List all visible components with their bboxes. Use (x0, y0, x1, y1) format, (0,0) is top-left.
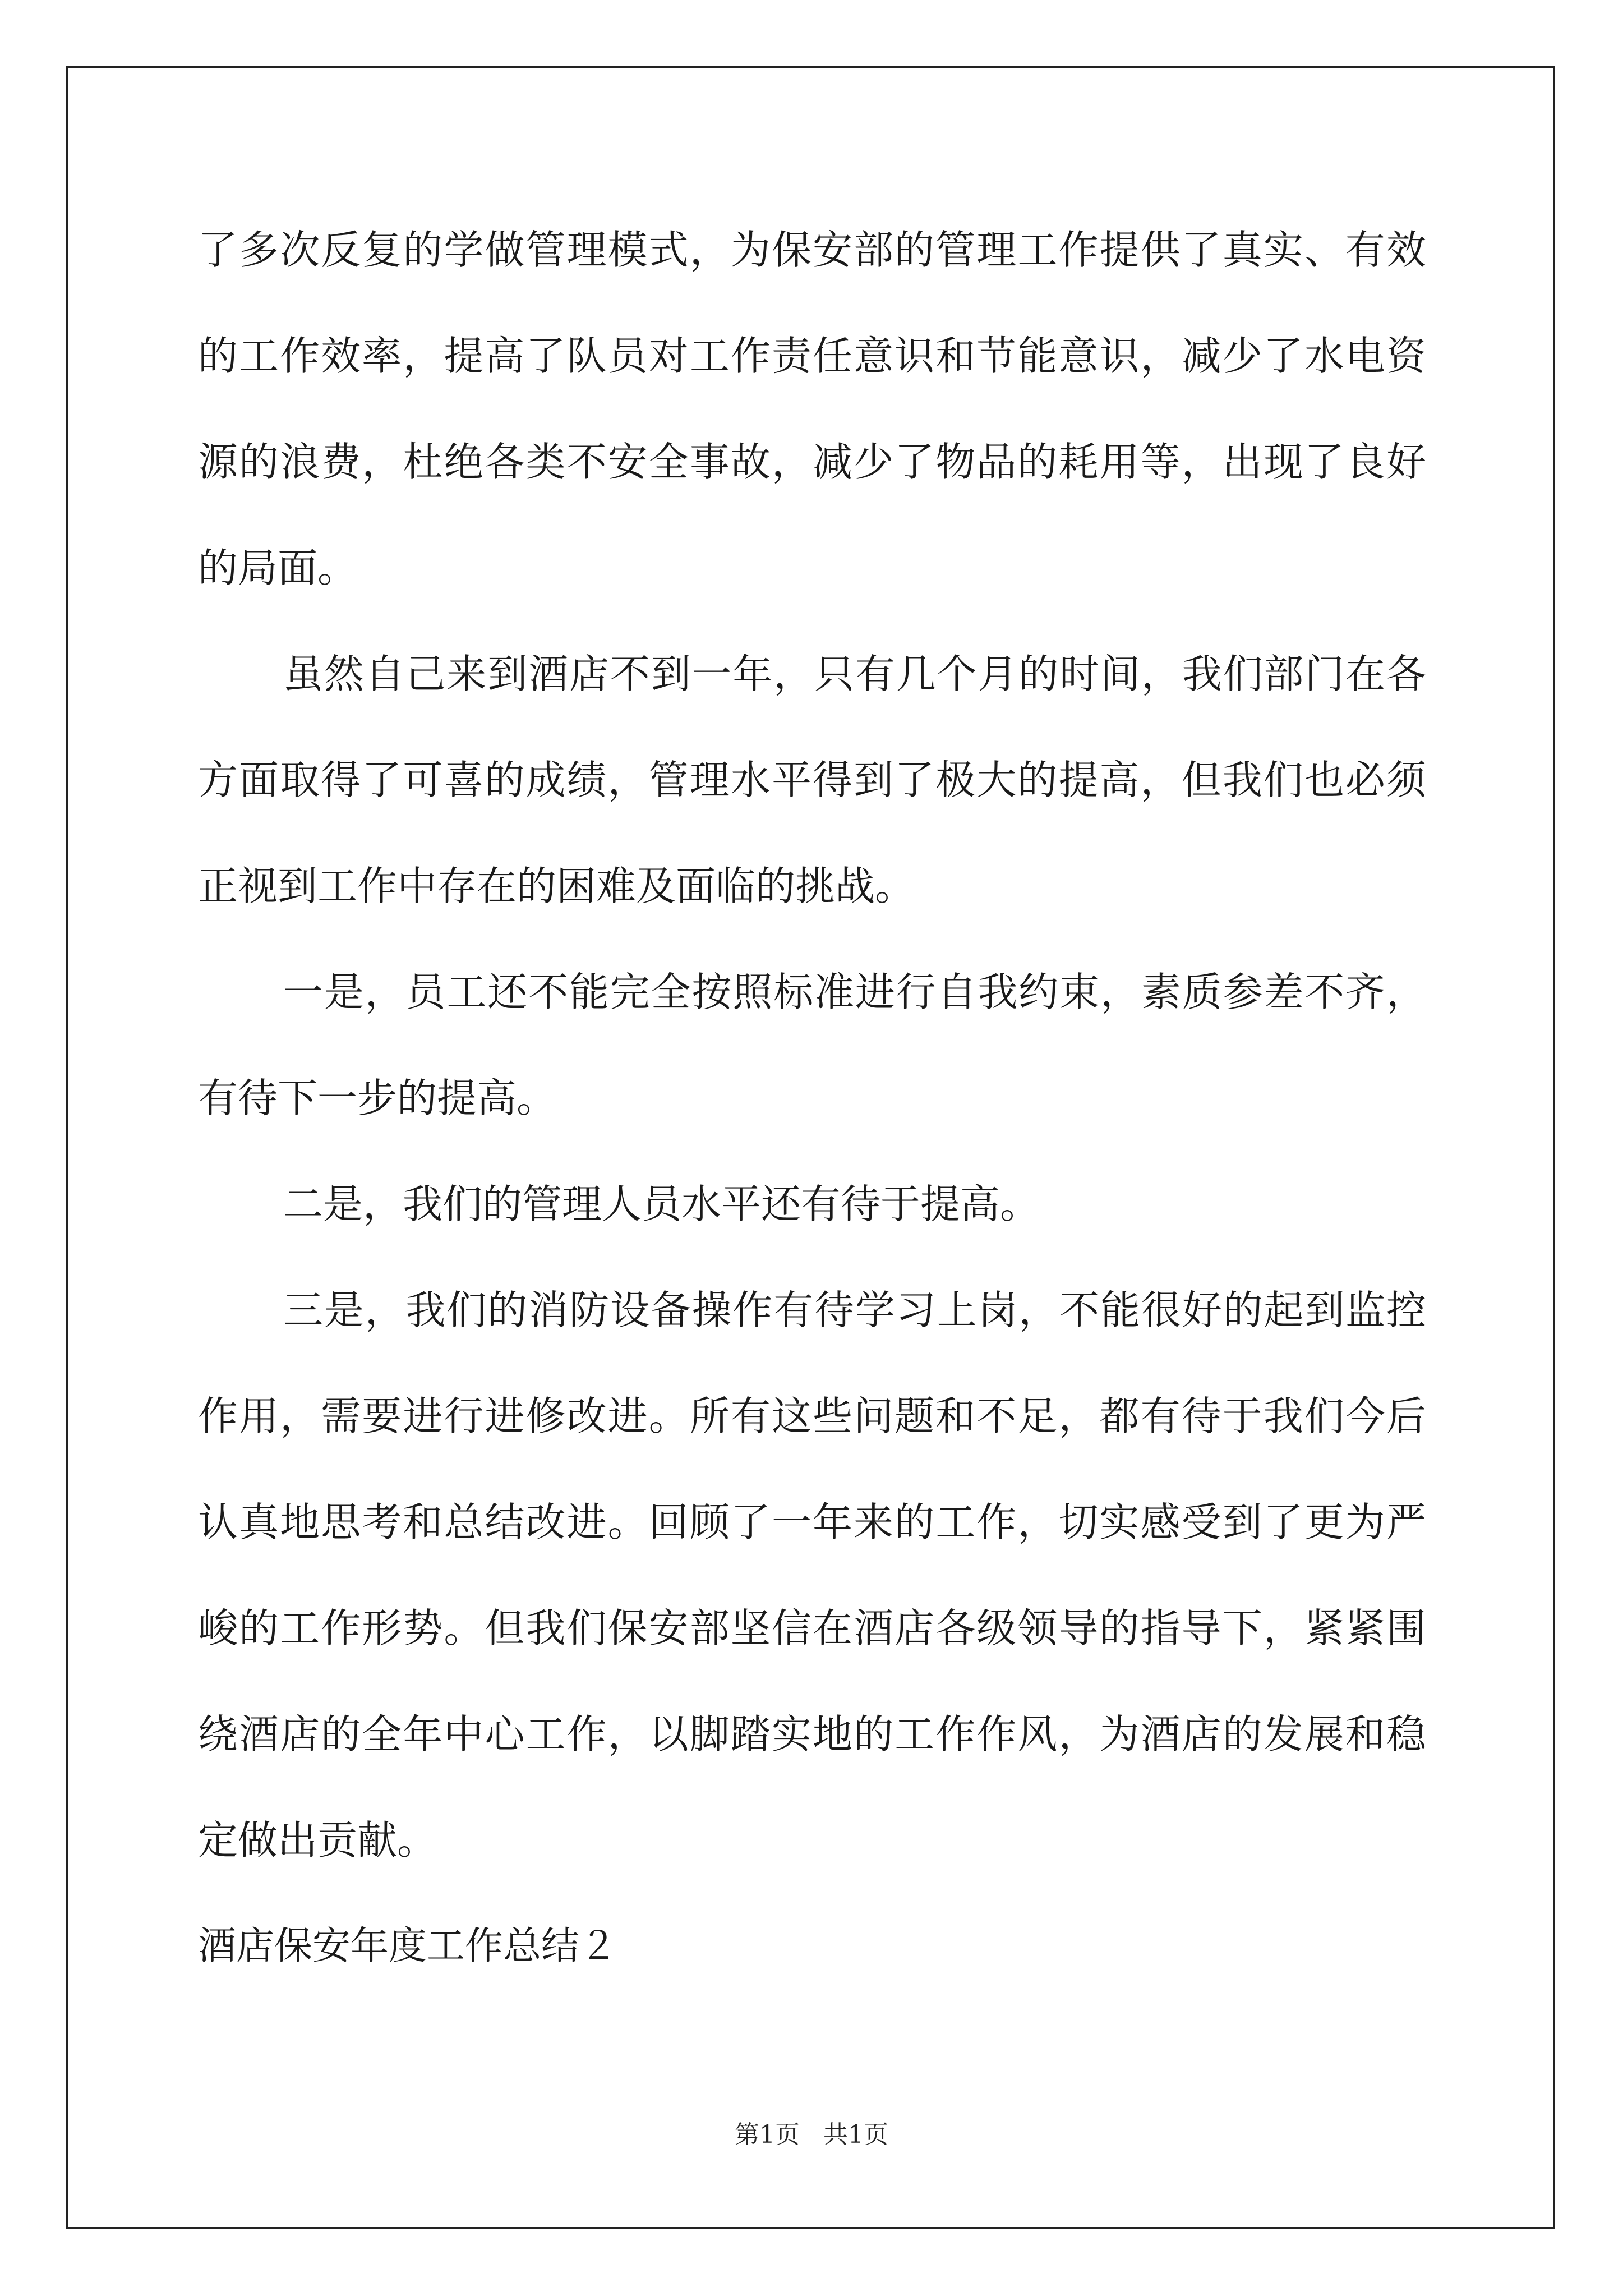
paragraph-line: 二是，我们的管理人员水平还有待于提高。 (283, 1181, 1040, 1227)
paragraph-line: 的局面。 (198, 545, 358, 591)
paragraph-line: 方面取得了可喜的成绩，管理水平得到了极大的提高，但我们也必须 (198, 757, 1426, 803)
paragraph-line: 虽然自己来到酒店不到一年，只有几个月的时间，我们部门在各 (283, 651, 1426, 697)
paragraph-line: 有待下一步的提高。 (198, 1075, 557, 1121)
paragraph-line: 一是，员工还不能完全按照标准进行自我约束，素质参差不齐， (283, 969, 1426, 1015)
page-footer: 第1页 共1页 (735, 2120, 888, 2149)
paragraph-line: 定做出贡献。 (198, 1817, 437, 1864)
paragraph-line: 三是，我们的消防设备操作有待学习上岗，不能很好的起到监控 (283, 1287, 1426, 1333)
paragraph-line: 的工作效率，提高了队员对工作责任意识和节能意识，减少了水电资 (198, 333, 1426, 379)
paragraph-line: 源的浪费，杜绝各类不安全事故，减少了物品的耗用等，出现了良好 (198, 439, 1426, 485)
page-border (66, 66, 1555, 2229)
paragraph-line: 认真地思考和总结改进。回顾了一年来的工作，切实感受到了更为严 (198, 1499, 1426, 1545)
paragraph-line: 作用，需要进行进修改进。所有这些问题和不足，都有待于我们今后 (198, 1393, 1426, 1439)
paragraph-line: 绕酒店的全年中心工作，以脚踏实地的工作作风，为酒店的发展和稳 (198, 1711, 1426, 1757)
section-heading: 酒店保安年度工作总结２ (198, 1924, 618, 1968)
paragraph-line: 了多次反复的学做管理模式，为保安部的管理工作提供了真实、有效 (198, 227, 1426, 273)
paragraph-line: 峻的工作形势。但我们保安部坚信在酒店各级领导的指导下，紧紧围 (198, 1605, 1426, 1651)
paragraph-line: 正视到工作中存在的困难及面临的挑战。 (198, 863, 915, 909)
